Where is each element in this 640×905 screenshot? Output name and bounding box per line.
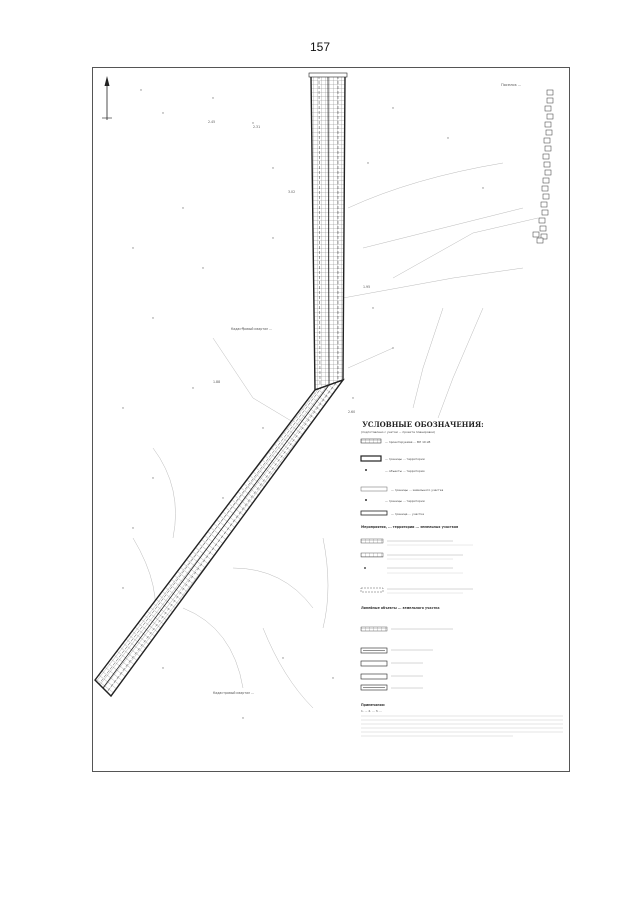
legend-swatch-4 <box>361 511 387 515</box>
notes-text: 1. ... 2. ... 3. ... <box>361 709 383 713</box>
legend-swatch-3 <box>361 487 387 491</box>
legend-item-1: — проектируемая ... ВЛ 10 кВ <box>385 440 431 444</box>
notes-lines <box>361 716 563 736</box>
svg-text:2.31: 2.31 <box>253 125 261 129</box>
legend-section-3: Линейные объекты ... земельного участка <box>361 606 440 610</box>
legend-item-3: — объекты ... территории <box>385 469 425 473</box>
svg-text:2.60: 2.60 <box>348 410 356 414</box>
legend-section-2: Мероприятия, ... территории ... земельных участков <box>361 525 459 529</box>
map-sheet <box>92 67 570 772</box>
survey-markers <box>122 89 483 718</box>
legend-item-2: — границы ... территории <box>385 457 425 461</box>
legend-item-5: — границы ... территории <box>385 499 425 503</box>
legend-item-4: — границы ... земельного участка <box>391 488 444 492</box>
legend-subtitle: (подготовлено с учетом ... проекта планировки) <box>361 430 436 434</box>
north-arrow-icon <box>102 76 112 120</box>
legend <box>361 420 563 736</box>
svg-text:3.02: 3.02 <box>288 190 296 194</box>
legend-marker-1 <box>365 469 367 471</box>
legend-title: УСЛОВНЫЕ ОБОЗНАЧЕНИЯ: <box>362 420 484 429</box>
svg-text:2.45: 2.45 <box>208 120 216 124</box>
corridor-lower <box>95 380 343 696</box>
legend-swatch-corridor <box>361 439 381 443</box>
legend-item-6: — граница ... участка <box>391 512 425 516</box>
svg-text:1.88: 1.88 <box>213 380 221 384</box>
notes-title: Примечания: <box>361 703 386 707</box>
page-number: 157 <box>309 40 331 54</box>
area-label-2: Кадастровый квартал ... <box>213 691 255 695</box>
area-label-1: Кадастровый квартал ... <box>231 327 273 331</box>
legend-row-group <box>361 539 473 593</box>
legend-swatch-boundary <box>361 456 381 461</box>
settlement-blocks <box>533 90 553 243</box>
legend-line-samples <box>361 627 453 690</box>
legend-marker-2 <box>365 499 367 501</box>
settlement-label: Поселок ... <box>501 83 522 87</box>
map-drawing <box>93 68 569 771</box>
svg-text:1.95: 1.95 <box>363 285 371 289</box>
corridor-upper <box>309 73 347 390</box>
